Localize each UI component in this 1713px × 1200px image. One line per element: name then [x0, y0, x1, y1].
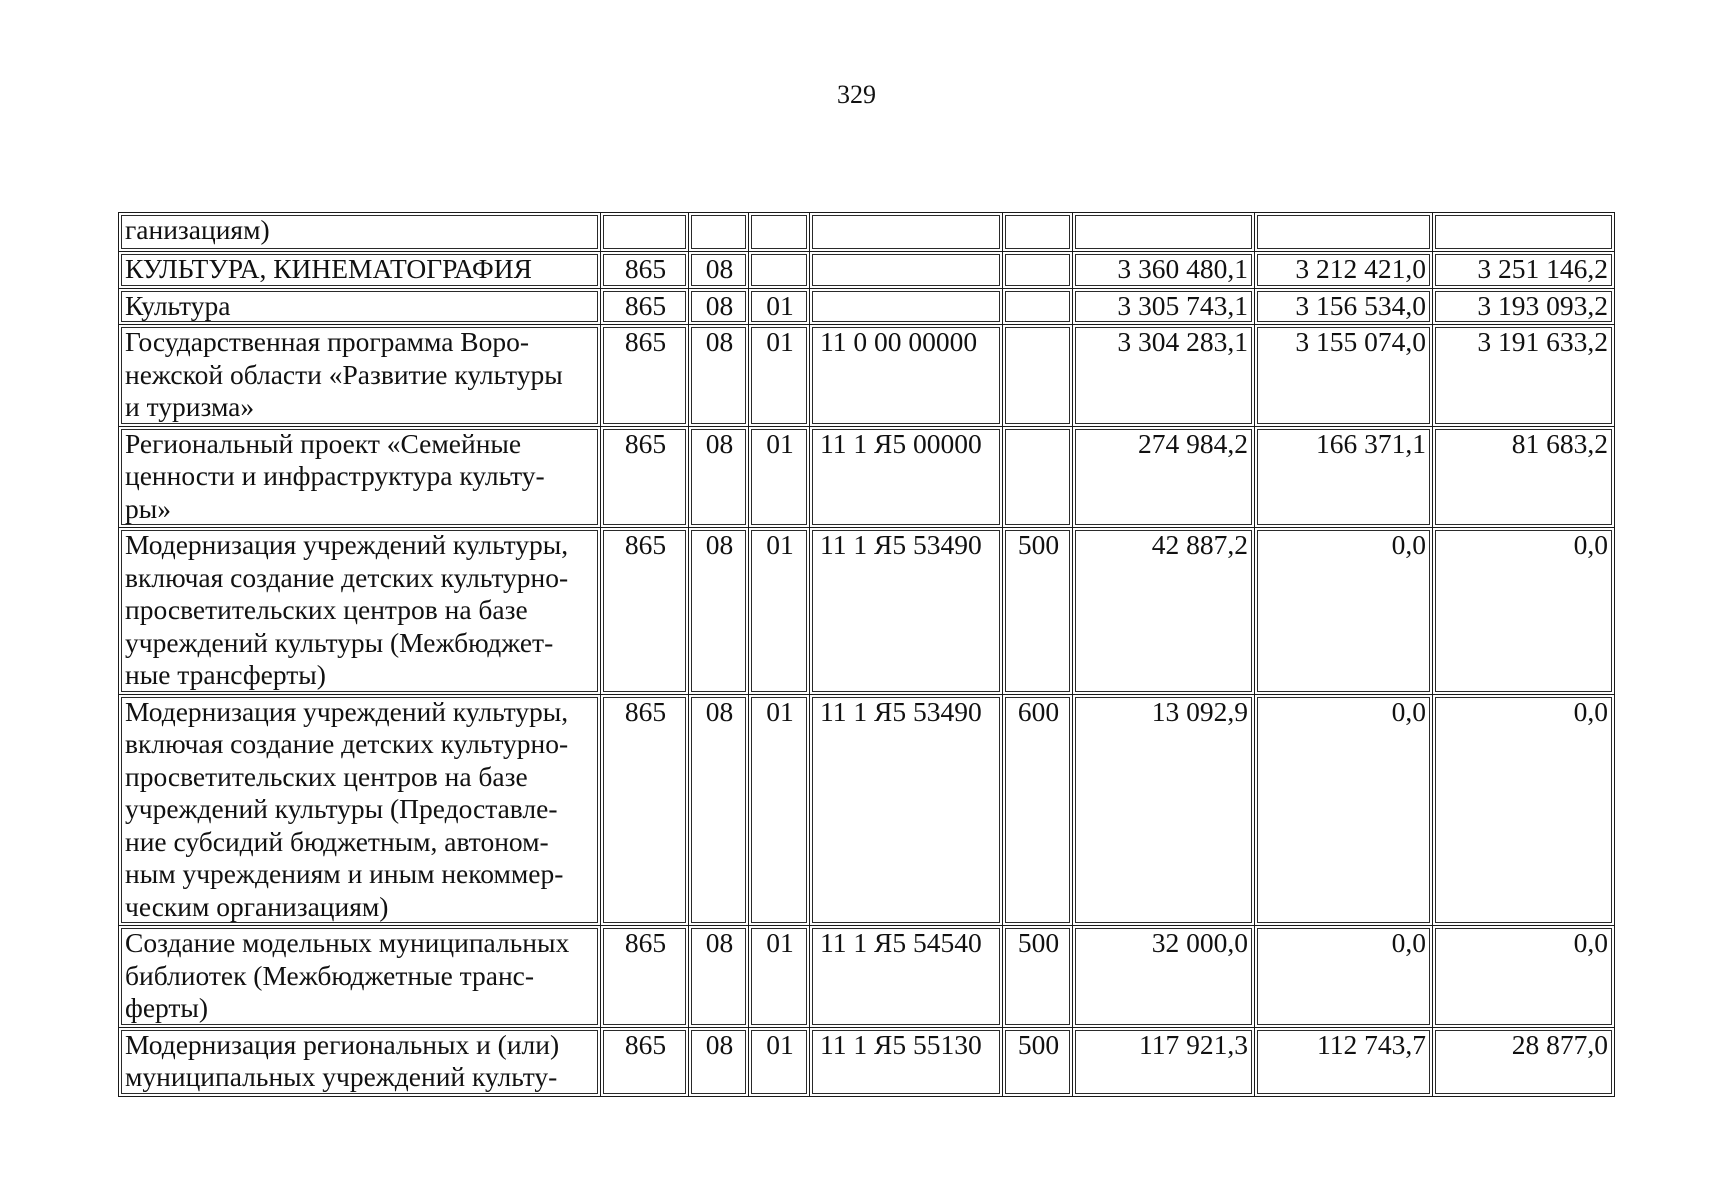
target-article-cell: 11 1 Я5 00000 — [810, 426, 1003, 528]
amount-cell-1: 274 984,2 — [1073, 426, 1255, 528]
amount-cell-2: 3 155 074,0 — [1255, 325, 1433, 427]
amount-cell-2: 0,0 — [1255, 528, 1433, 695]
target-article-cell — [810, 213, 1003, 252]
target-article-cell: 11 1 Я5 53490 — [810, 694, 1003, 926]
subsection-code-cell: 01 — [749, 426, 810, 528]
table-row — [119, 213, 1615, 252]
ministry-code-cell: 865 — [601, 426, 689, 528]
amount-cell-2: 0,0 — [1255, 926, 1433, 1028]
amount-cell-1: 117 921,3 — [1073, 1027, 1255, 1096]
table-row — [119, 288, 1615, 325]
section-code-cell: 08 — [689, 528, 749, 695]
target-article-cell: 11 1 Я5 53490 — [810, 528, 1003, 695]
expense-type-cell — [1003, 252, 1073, 289]
amount-cell-2 — [1255, 213, 1433, 252]
amount-cell-3: 3 191 633,2 — [1433, 325, 1615, 427]
amount-cell-2: 166 371,1 — [1255, 426, 1433, 528]
budget-table — [118, 212, 1615, 1097]
row-name-cell: ганизациям) — [119, 213, 601, 252]
row-name-cell: Модернизация региональных и (или) муниципальных учреждений культу- — [119, 1027, 601, 1096]
table-row — [119, 325, 1615, 427]
amount-cell-1 — [1073, 213, 1255, 252]
row-name-cell: Государственная программа Воро- нежской области «Развитие культуры и туризма» — [119, 325, 601, 427]
row-name-cell: Модернизация учреждений культуры, включая создание детских культурно- просветительских центров на базе учреждений культуры (Межбюджет- ные трансферты) — [119, 528, 601, 695]
ministry-code-cell: 865 — [601, 1027, 689, 1096]
amount-cell-2: 3 212 421,0 — [1255, 252, 1433, 289]
target-article-cell: 11 1 Я5 54540 — [810, 926, 1003, 1028]
table-row — [119, 926, 1615, 1028]
row-name-cell: Модернизация учреждений культуры, включая создание детских культурно- просветительских центров на базе учреждений культуры (Предоставле- ние субсидий бюджетным, автоном- ным учреждениям и иным некоммер- ческим организациям) — [119, 694, 601, 926]
subsection-code-cell: 01 — [749, 325, 810, 427]
table-row — [119, 426, 1615, 528]
subsection-code-cell: 01 — [749, 288, 810, 325]
target-article-cell: 11 0 00 00000 — [810, 325, 1003, 427]
subsection-code-cell: 01 — [749, 926, 810, 1028]
section-code-cell: 08 — [689, 325, 749, 427]
amount-cell-3 — [1433, 213, 1615, 252]
amount-cell-1: 3 360 480,1 — [1073, 252, 1255, 289]
target-article-cell: 11 1 Я5 55130 — [810, 1027, 1003, 1096]
expense-type-cell — [1003, 426, 1073, 528]
amount-cell-3: 0,0 — [1433, 926, 1615, 1028]
target-article-cell — [810, 252, 1003, 289]
table-row — [119, 252, 1615, 289]
amount-cell-3: 81 683,2 — [1433, 426, 1615, 528]
expense-type-cell: 600 — [1003, 694, 1073, 926]
row-name-cell: КУЛЬТУРА, КИНЕМАТОГРАФИЯ — [119, 252, 601, 289]
amount-cell-2: 3 156 534,0 — [1255, 288, 1433, 325]
ministry-code-cell: 865 — [601, 252, 689, 289]
ministry-code-cell: 865 — [601, 288, 689, 325]
table-row — [119, 694, 1615, 926]
section-code-cell: 08 — [689, 926, 749, 1028]
section-code-cell: 08 — [689, 694, 749, 926]
row-name-cell: Создание модельных муниципальных библиотек (Межбюджетные транс- ферты) — [119, 926, 601, 1028]
expense-type-cell: 500 — [1003, 528, 1073, 695]
ministry-code-cell: 865 — [601, 325, 689, 427]
subsection-code-cell — [749, 213, 810, 252]
subsection-code-cell: 01 — [749, 1027, 810, 1096]
page-number: 329 — [837, 80, 876, 109]
expense-type-cell: 500 — [1003, 926, 1073, 1028]
ministry-code-cell: 865 — [601, 694, 689, 926]
table-row — [119, 1027, 1615, 1096]
ministry-code-cell — [601, 213, 689, 252]
amount-cell-1: 3 305 743,1 — [1073, 288, 1255, 325]
table-row — [119, 528, 1615, 695]
section-code-cell: 08 — [689, 252, 749, 289]
table-body — [119, 213, 1615, 1097]
section-code-cell: 08 — [689, 426, 749, 528]
expense-type-cell — [1003, 325, 1073, 427]
amount-cell-3: 0,0 — [1433, 528, 1615, 695]
amount-cell-2: 0,0 — [1255, 694, 1433, 926]
subsection-code-cell: 01 — [749, 528, 810, 695]
amount-cell-2: 112 743,7 — [1255, 1027, 1433, 1096]
expense-type-cell: 500 — [1003, 1027, 1073, 1096]
amount-cell-1: 3 304 283,1 — [1073, 325, 1255, 427]
section-code-cell: 08 — [689, 1027, 749, 1096]
ministry-code-cell: 865 — [601, 926, 689, 1028]
row-name-cell: Региональный проект «Семейные ценности и инфраструктура культу- ры» — [119, 426, 601, 528]
section-code-cell — [689, 213, 749, 252]
subsection-code-cell: 01 — [749, 694, 810, 926]
row-name-cell: Культура — [119, 288, 601, 325]
amount-cell-3: 0,0 — [1433, 694, 1615, 926]
ministry-code-cell: 865 — [601, 528, 689, 695]
expense-type-cell — [1003, 288, 1073, 325]
amount-cell-1: 42 887,2 — [1073, 528, 1255, 695]
section-code-cell: 08 — [689, 288, 749, 325]
amount-cell-3: 3 193 093,2 — [1433, 288, 1615, 325]
amount-cell-3: 28 877,0 — [1433, 1027, 1615, 1096]
amount-cell-3: 3 251 146,2 — [1433, 252, 1615, 289]
target-article-cell — [810, 288, 1003, 325]
amount-cell-1: 32 000,0 — [1073, 926, 1255, 1028]
expense-type-cell — [1003, 213, 1073, 252]
subsection-code-cell — [749, 252, 810, 289]
amount-cell-1: 13 092,9 — [1073, 694, 1255, 926]
